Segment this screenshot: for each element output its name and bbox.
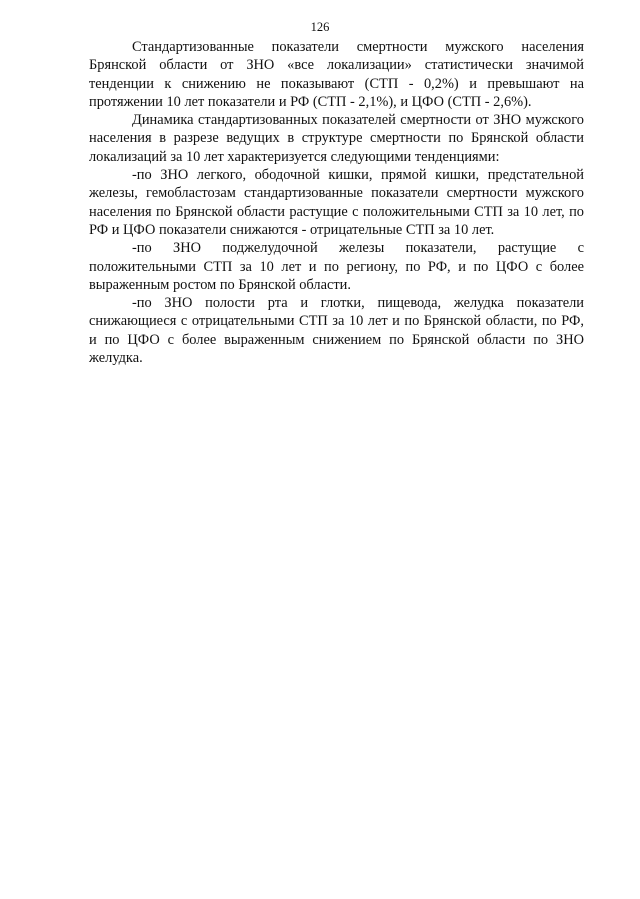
page-number: 126 [310, 20, 330, 34]
paragraph-mortality-overall: Стандартизованные показатели смертности мужского населения Брянской области от ЗНО «все локализации» статистически значимой тенденции к снижению не показывают (СТП - 0,2%) и превышают на протяжении 10 лет показатели и РФ (СТП - 2,1%), и ЦФО (СТП - 2,6%). [89, 39, 584, 110]
page-body [89, 38, 584, 367]
paragraph-oral-esophagus-stomach: -по ЗНО полости рта и глотки, пищевода, желудка показатели снижающиеся с отрицательными СТП за 10 лет и по Брянской области, по РФ, и по ЦФО с более выраженным снижением по Брянской области по ЗНО желудка. [89, 295, 584, 367]
paragraph-lung-colon-prostate: -по ЗНО легкого, ободочной кишки, прямой кишки, предстательной железы, гемобластозам стандартизованные показатели смертности мужского населения по Брянской области растущие с положительными СТП за 10 лет, по РФ и ЦФО показатели снижаются - отрицательные СТП за 10 лет. [89, 167, 584, 238]
paragraph-pancreas: -по ЗНО поджелудочной железы показатели, растущие с положительными СТП за 10 лет и по региону, по РФ, и по ЦФО с более выраженным ростом по Брянской области. [89, 240, 584, 293]
paragraph-mortality-dynamics: Динамика стандартизованных показателей смертности от ЗНО мужского населения в разрезе ведущих в структуре смертности по Брянской области локализаций за 10 лет характеризуется следующими тенденциями: [89, 112, 584, 165]
